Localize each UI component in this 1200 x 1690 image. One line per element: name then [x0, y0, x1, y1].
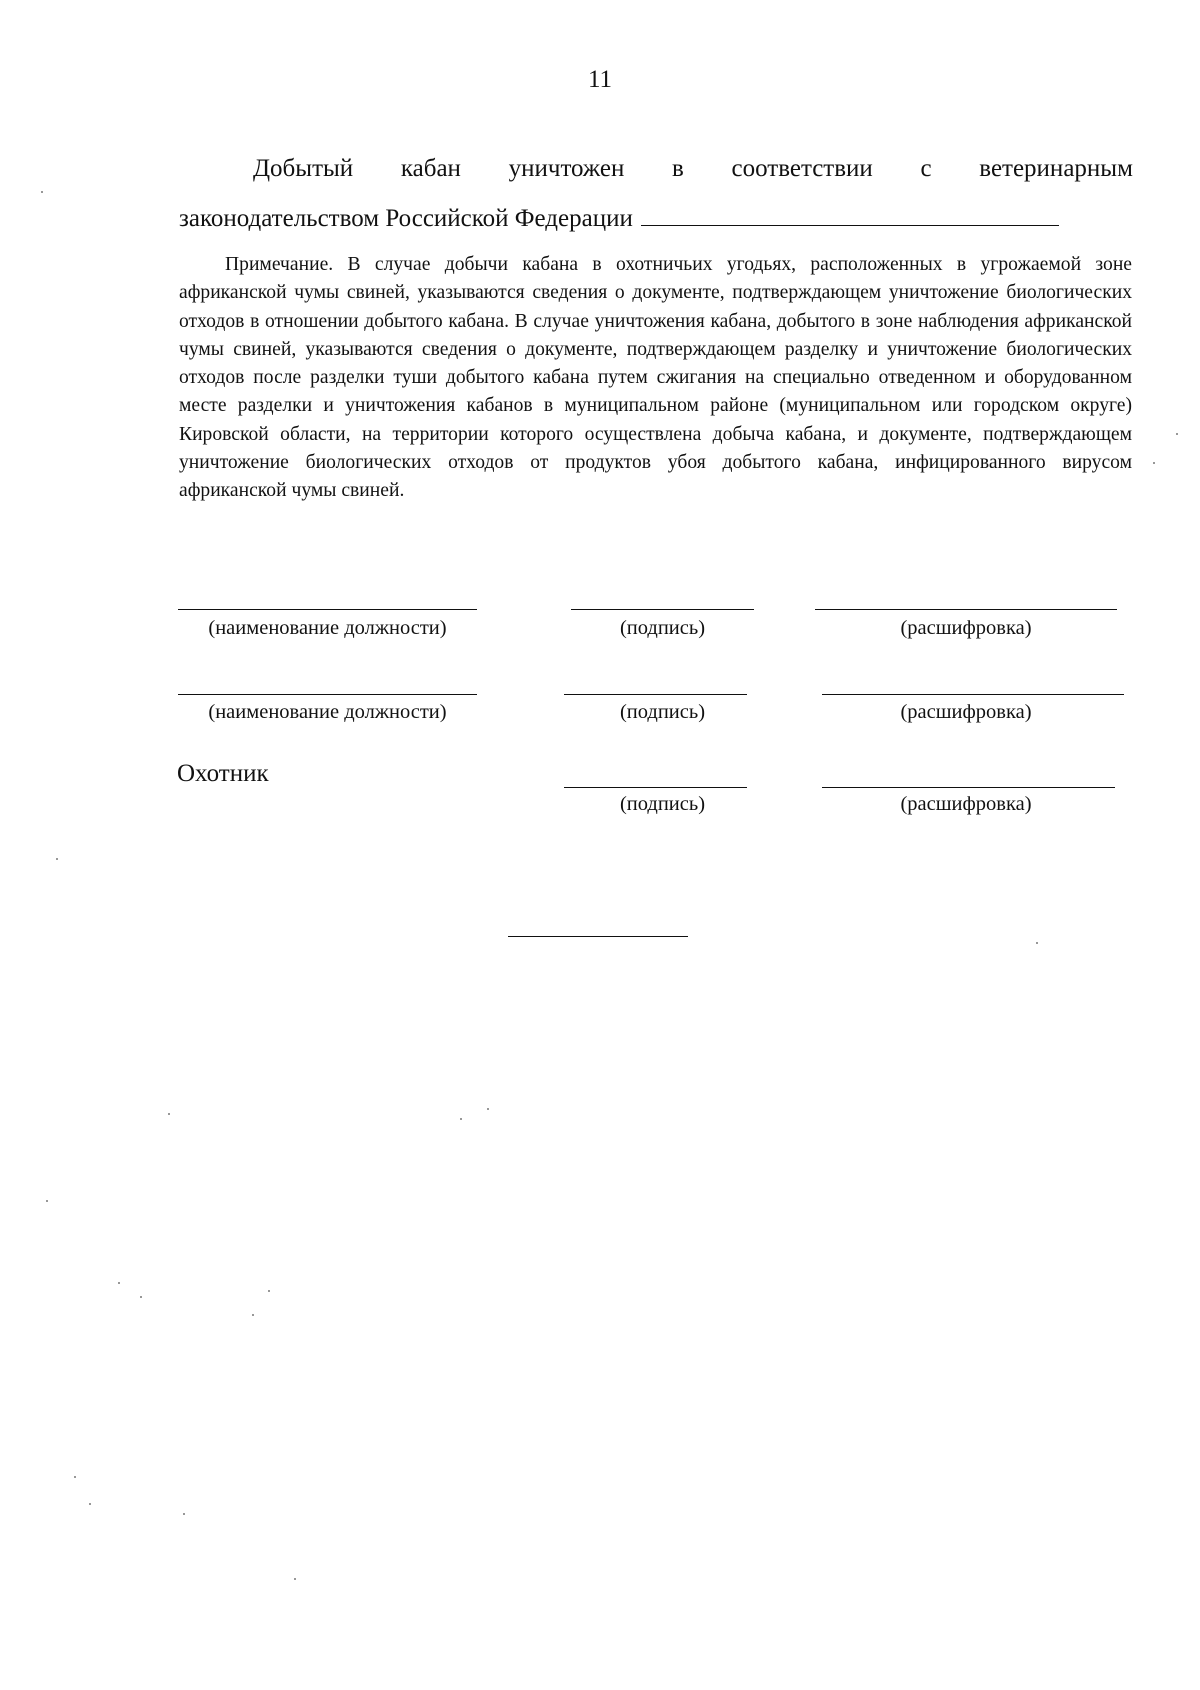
decoding-line: [815, 609, 1117, 610]
scan-speck: [140, 1296, 142, 1298]
scan-speck: [252, 1314, 254, 1316]
decoding-caption: (расшифровка): [900, 701, 1032, 723]
scan-speck: [46, 1200, 48, 1202]
scan-speck: [1176, 433, 1178, 435]
page-number: 11: [587, 66, 613, 93]
position-line: [178, 694, 477, 695]
scan-speck: [89, 1503, 91, 1505]
scan-speck: [74, 1476, 76, 1478]
end-rule: [508, 936, 688, 937]
signature-line: [571, 609, 754, 610]
statement-word: с: [920, 155, 932, 182]
statement-line-2: [179, 203, 1059, 233]
scan-speck: [487, 1108, 489, 1110]
scan-speck: [168, 1113, 170, 1115]
statement-word: кабан: [400, 155, 461, 182]
statement-line-1: [253, 155, 1133, 183]
position-line: [178, 609, 477, 610]
decoding-line: [822, 787, 1115, 788]
scan-speck: [268, 1290, 270, 1292]
signature-line: [564, 694, 747, 695]
signature-caption: (подпись): [619, 617, 706, 639]
statement-word: соответствии: [731, 155, 873, 182]
scan-speck: [1036, 942, 1038, 944]
scan-speck: [1153, 462, 1155, 464]
statement-text: законодательством Российской Федерации: [179, 205, 633, 232]
note-paragraph: Примечание. В случае добычи кабана в охотничьих угодьях, расположенных в угрожаемой зоне африканской чумы свиней, указываются сведения о документе, подтверждающем уничтожение биологических отходов в отношении добытого кабана. В случае уничтожения кабана, добытого в зоне наблюдения африканской чумы свиней, указываются сведения о документе, подтверждающем разделку и уничтожение биологических отходов после разделки туши добытого кабана путем сжигания на специально отведенном и оборудованном месте разделки и уничтожения кабанов в муниципальном районе (муниципальном или городском округе) Кировской области, на территории которого осуществлена добыча кабана, и документе, подтверждающем уничтожение биологических отходов от продуктов убоя добытого кабана, инфицированного вирусом африканской чумы свиней.: [179, 254, 1132, 502]
scan-speck: [294, 1578, 296, 1580]
signature-caption: (подпись): [619, 701, 706, 723]
decoding-caption: (расшифровка): [900, 617, 1032, 639]
statement-fill-line: [641, 203, 1059, 226]
scan-speck: [41, 191, 43, 193]
scan-speck: [56, 858, 58, 860]
scan-speck: [460, 1118, 462, 1120]
signature-line: [564, 787, 747, 788]
hunter-label: Охотник: [177, 760, 269, 787]
statement-word: Добытый: [253, 155, 354, 182]
position-caption: (наименование должности): [208, 617, 447, 639]
statement-word: ветеринарным: [979, 155, 1133, 182]
scan-speck: [183, 1513, 185, 1515]
scan-speck: [118, 1282, 120, 1284]
statement-word: уничтожен: [508, 155, 625, 182]
decoding-caption: (расшифровка): [900, 793, 1032, 815]
statement-word: в: [672, 155, 684, 182]
decoding-line: [822, 694, 1124, 695]
signature-caption: (подпись): [619, 793, 706, 815]
position-caption: (наименование должности): [208, 701, 447, 723]
